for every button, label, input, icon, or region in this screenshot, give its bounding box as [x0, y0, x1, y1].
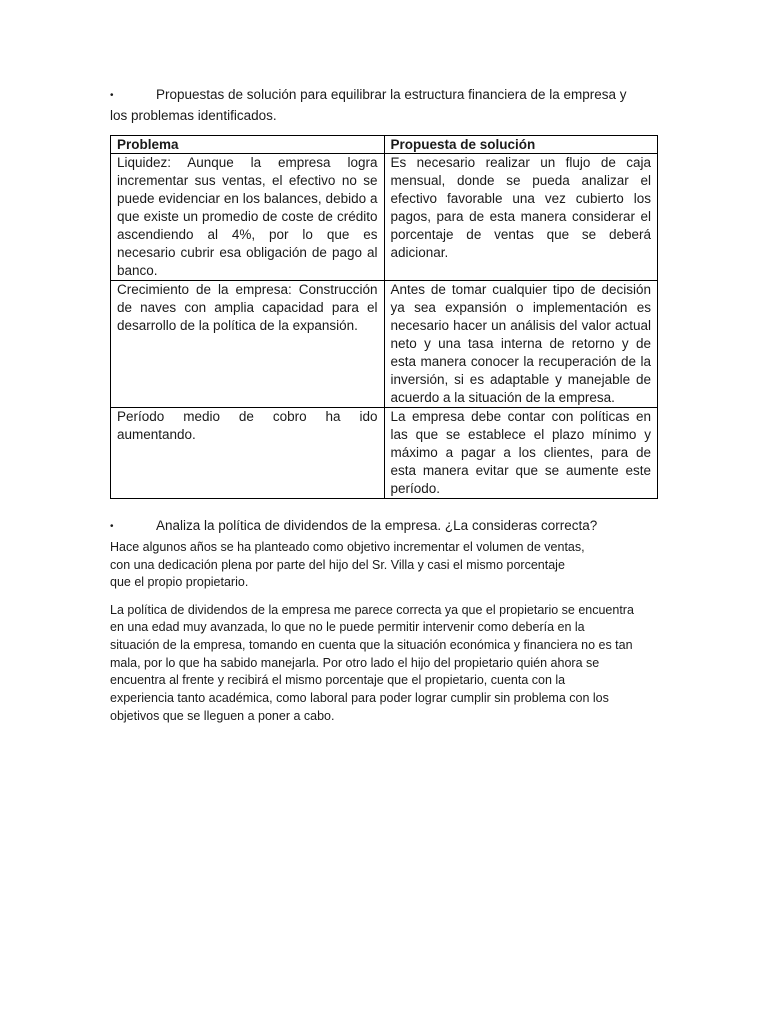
document-page [110, 86, 658, 725]
section2-heading-text: Analiza la política de dividendos de la empresa. ¿La consideras correcta? [156, 518, 598, 533]
cell-propuesta: La empresa debe contar con políticas en las que se establece el plazo mínimo y máximo a pagar a los clientes, para de esta manera evitar que se aumente este período. [384, 408, 658, 499]
cell-problema: Crecimiento de la empresa: Construcción de naves con amplia capacidad para el desarrollo de la política de la expansión. [111, 281, 385, 408]
table-row [111, 408, 658, 499]
cell-propuesta: Antes de tomar cualquier tipo de decisión ya sea expansión o implementación es necesario hacer un análisis del valor actual neto y una tasa interna de retorno y de esta manera conocer la recuperación de la inversión, si es adaptable y manejable de acuerdo a la situación de la empresa. [384, 281, 658, 408]
table-row [111, 281, 658, 408]
bullet-icon: • [110, 521, 114, 532]
solutions-table [110, 135, 658, 499]
paragraph-line: objetivos que se lleguen a poner a cabo. [110, 708, 335, 723]
bullet-icon: • [110, 90, 114, 101]
cell-problema: Período medio de cobro ha ido aumentando. [111, 408, 385, 499]
header-propuesta: Propuesta de solución [384, 136, 658, 154]
paragraph-line: con una dedicación plena por parte del hijo del Sr. Villa y casi el mismo porcentaje [110, 557, 565, 572]
cell-propuesta: Es necesario realizar un flujo de caja mensual, donde se pueda analizar el efectivo favorable una vez cubierto los pagos, para de esta manera considerar el porcentaje de ventas que se deberá adicionar. [384, 154, 658, 281]
table-header-row [111, 136, 658, 154]
cell-problema: Liquidez: Aunque la empresa logra incrementar sus ventas, el efectivo no se puede evidenciar en los balances, debido a que existe un promedio de coste de crédito ascendiendo al 4%, por lo que es necesario cubrir esa obligación de pago al banco. [111, 154, 385, 281]
table-row [111, 154, 658, 281]
header-problema: Problema [111, 136, 385, 154]
paragraph-line: situación de la empresa, tomando en cuenta que la situación económica y financiera no es tan [110, 637, 633, 652]
paragraph-2 [110, 602, 658, 726]
section2-heading [110, 517, 658, 537]
section1-heading-line1: Propuestas de solución para equilibrar la estructura financiera de la empresa y [156, 87, 627, 102]
section1-heading-line2: los problemas identificados. [110, 108, 277, 123]
paragraph-line: experiencia tanto académica, como laboral para poder lograr cumplir sin problema con los [110, 691, 609, 706]
paragraph-line: encuentra al frente y recibirá el mismo porcentaje que el propietario, cuenta con la [110, 673, 566, 688]
paragraph-1 [110, 539, 658, 592]
paragraph-line: Hace algunos años se ha planteado como objetivo incrementar el volumen de ventas, [110, 540, 585, 554]
paragraph-line: mala, por lo que ha sabido manejarla. Por otro lado el hijo del propietario quién ahora se [110, 655, 600, 670]
paragraph-line: en una edad muy avanzada, lo que no le puede permitir intervenir como debería en la [110, 620, 585, 635]
paragraph-line: La política de dividendos de la empresa me parece correcta ya que el propietario se encuentra [110, 602, 634, 617]
paragraph-line: que el propio propietario. [110, 575, 249, 589]
section1-heading [110, 86, 658, 106]
